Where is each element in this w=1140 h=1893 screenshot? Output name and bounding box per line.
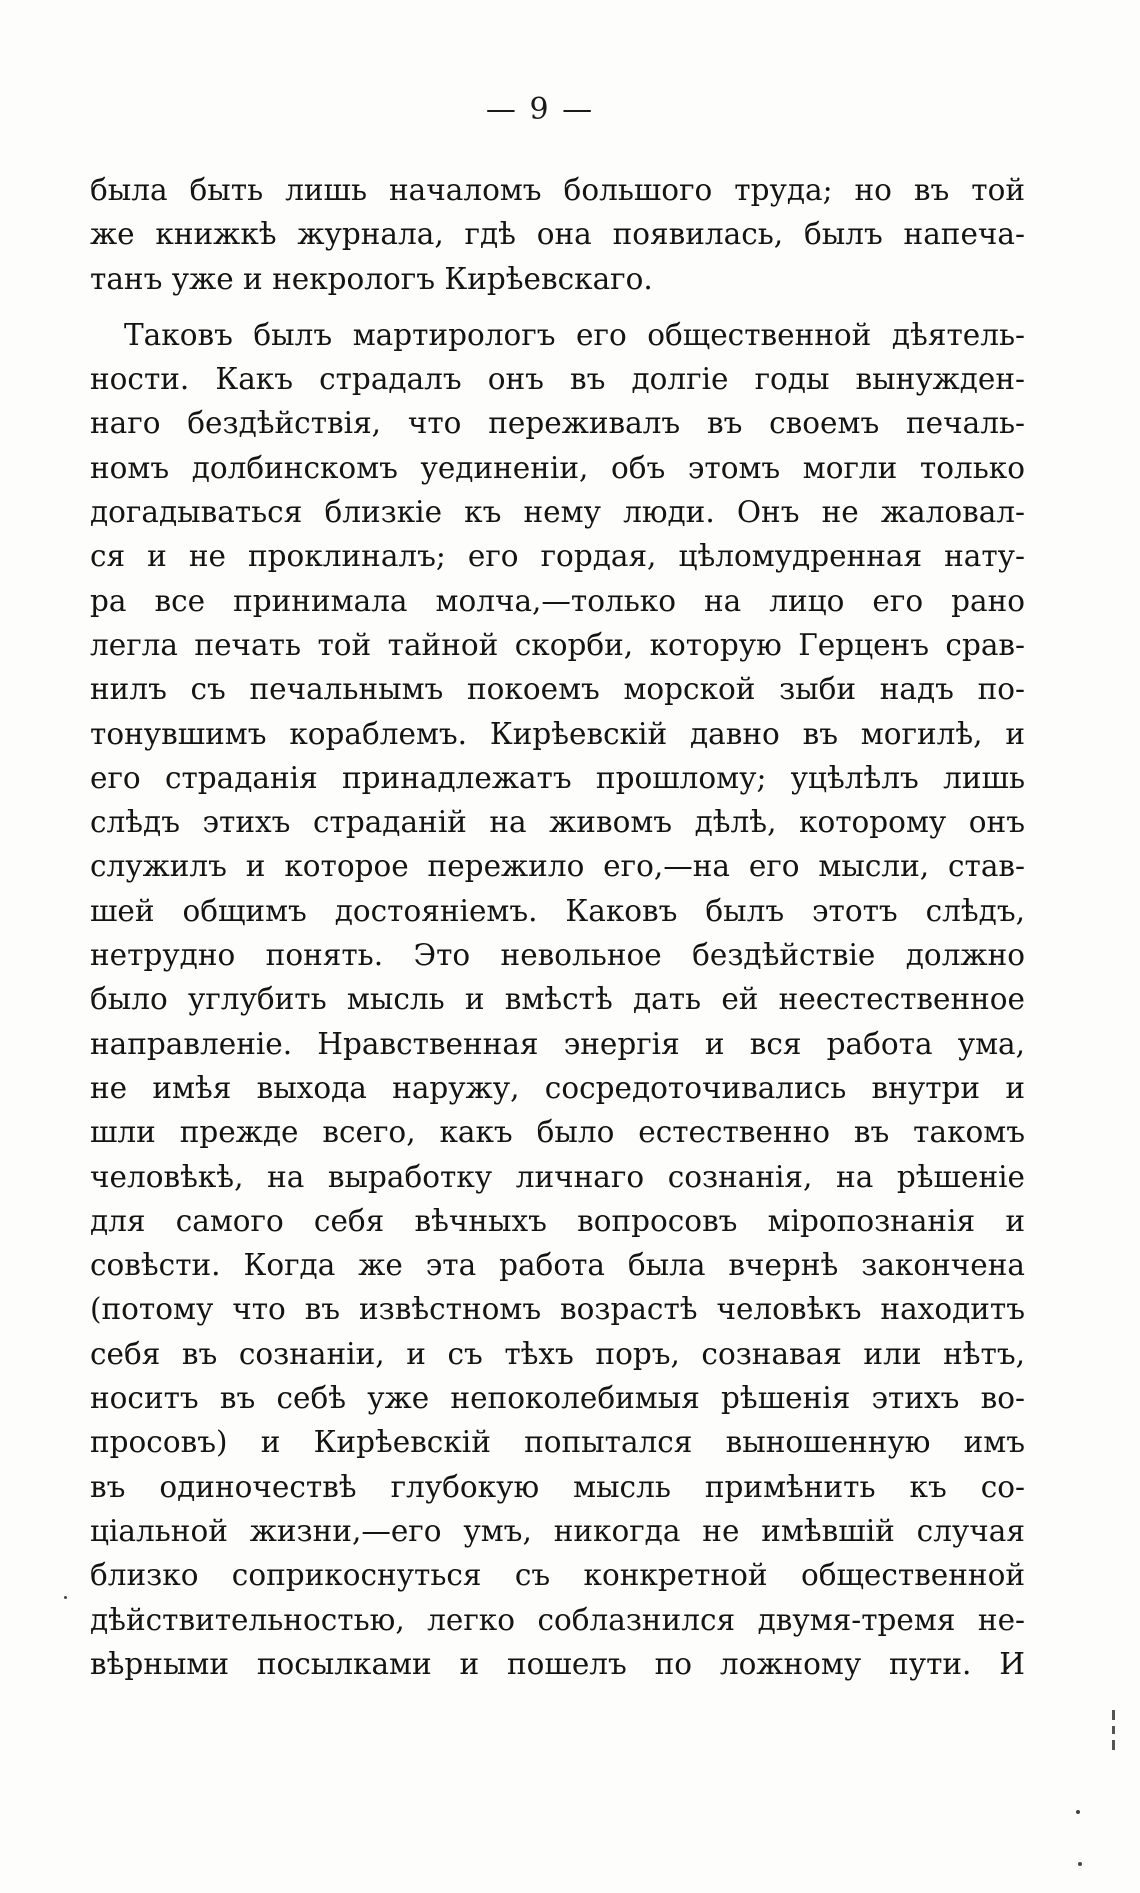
text-line: человѣкѣ, на выработку личнаго сознанія, на рѣшеніе [90,1159,1025,1194]
text-line: легла печать той тайной скорби, которую Герценъ срав- [90,627,1025,662]
text-line: тонувшимъ кораблемъ. Кирѣевскій давно въ могилѣ, и [90,716,1025,751]
text-line: ся и не проклиналъ; его гордая, цѣломудренная нату- [90,539,1025,574]
text-line: совѣсти. Когда же эта работа была вчернѣ закончена [90,1248,1025,1283]
text-line: нилъ съ печальнымъ покоемъ морской зыби надъ по- [90,672,1025,707]
text-line: слѣдъ этихъ страданій на живомъ дѣлѣ, которому онъ [90,805,1025,840]
text-line: для самого себя вѣчныхъ вопросовъ міропознанія и [90,1203,1025,1238]
text-line: Таковъ былъ мартирологъ его общественной дѣятель- [124,317,1025,352]
paragraph-1 [90,168,1025,301]
scan-margin-mark [1112,1726,1115,1734]
text-line: ра все принимала молча,—только на лицо его рано [90,583,1025,618]
scan-dot [1076,1810,1080,1814]
text-line: направленіе. Нравственная энергія и вся работа ума, [90,1026,1025,1061]
text-line: танъ уже и некрологъ Кирѣевскаго. [90,261,653,296]
text-line: дѣйствительностью, легко соблазнился двумя-тремя не- [90,1602,1025,1637]
text-line: шли прежде всего, какъ было естественно въ такомъ [90,1115,1025,1150]
scan-margin-mark [1112,1710,1115,1720]
text-line: была быть лишь началомъ большого труда; но въ той [90,173,1025,207]
text-line: не имѣя выхода наружу, сосредоточивались внутри и [90,1070,1025,1105]
text-line: вѣрными посылками и пошелъ по ложному пути. И [90,1646,1025,1681]
text-line: наго бездѣйствія, что переживалъ въ своемъ печаль- [90,406,1025,441]
scan-dot [64,1596,67,1599]
text-line: догадываться близкіе къ нему люди. Онъ не жаловал- [90,495,1025,530]
text-line: же книжкѣ журнала, гдѣ она появилась, былъ напеча- [90,217,1025,252]
text-line: его страданія принадлежатъ прошлому; уцѣлѣлъ лишь [90,760,1025,795]
text-line: ціальной жизни,—его умъ, никогда не имѣвшій случая [90,1513,1025,1548]
text-line: близко соприкоснуться съ конкретной общественной [90,1558,1025,1593]
text-line: (потому что въ извѣстномъ возрастѣ человѣкъ находитъ [90,1292,1025,1327]
scan-margin-mark [1112,1740,1115,1750]
text-line: номъ долбинскомъ уединеніи, объ этомъ могли только [90,450,1025,485]
text-line: себя въ сознаніи, и съ тѣхъ поръ, сознавая или нѣтъ, [90,1336,1025,1371]
text-line: было углубить мысль и вмѣстѣ дать ей неестественное [90,982,1025,1017]
page-number: — 9 — [485,92,595,127]
text-line: шей общимъ достояніемъ. Каковъ былъ этотъ слѣдъ, [90,893,1025,928]
text-line: нетрудно понять. Это невольное бездѣйствіе должно [90,938,1025,973]
text-line: ности. Какъ страдалъ онъ въ долгіе годы вынужден- [90,362,1025,397]
text-line: въ одиночествѣ глубокую мысль примѣнить къ со- [90,1469,1025,1504]
body-text [90,168,1025,1686]
text-line: носитъ въ себѣ уже непоколебимыя рѣшенія этихъ во- [90,1381,1025,1416]
scan-dot [1078,1862,1082,1866]
text-line: просовъ) и Кирѣевскій попытался выношенную имъ [90,1425,1025,1460]
text-line: служилъ и которое пережило его,—на его мысли, став- [90,849,1025,884]
paragraph-2 [90,313,1025,1686]
